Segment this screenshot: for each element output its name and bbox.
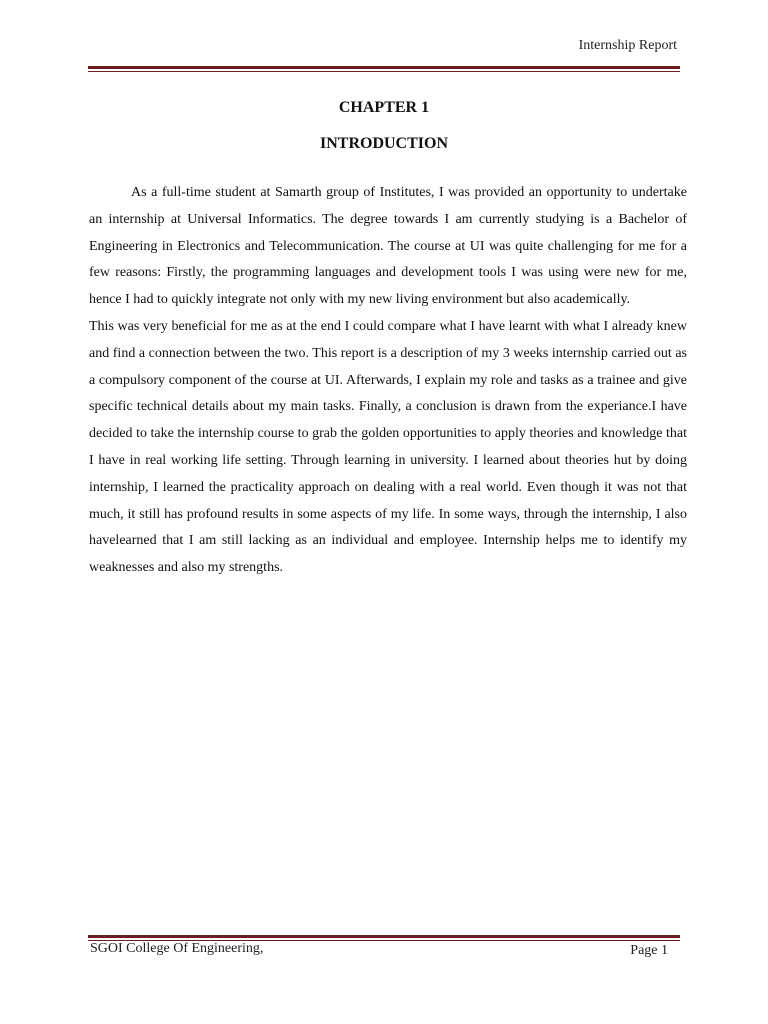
- paragraph-intro: As a full-time student at Samarth group of Institutes, I was provided an opportunity to undertake an internship at Universal Informatics. The degree towards I am currently studying is a Bachelor of Engineering in Electronics and Telecommunication. The course at UI was quite challenging for me for a few reasons: Firstly, the programming languages and development tools I was using were new for me, hence I had to quickly integrate not only with my new living environment but also academically.: [89, 185, 687, 308]
- header-rule-thick: [88, 66, 680, 69]
- body-text: [89, 180, 687, 582]
- footer-rule-thick: [88, 935, 680, 938]
- header-rule-thin: [88, 71, 680, 72]
- chapter-title: INTRODUCTION: [319, 135, 448, 152]
- footer-institution: SGOI College Of Engineering,: [90, 941, 264, 956]
- running-header: Internship Report: [578, 38, 677, 53]
- header-rule: [88, 66, 680, 72]
- chapter-number: CHAPTER 1: [338, 99, 430, 116]
- paragraph-main: This was very beneficial for me as at the end I could compare what I have learnt with what I already knew and find a connection between the two. This report is a description of my 3 weeks internship carried out as a compulsory component of the course at UI. Afterwards, I explain my role and tasks as a trainee and give specific technical details about my main tasks. Finally, a conclusion is drawn from the experiance.I have decided to take the internship course to grab the golden opportunities to apply theories and knowledge that I have in real working life setting. Through learning in university. I learned about theories hut by doing internship, I learned the practicality approach on dealing with a real world. Even though it was not that much, it still has profound results in some aspects of my life. In some ways, through the internship, I also havelearned that I am still lacking as an individual and employee. Internship helps me to identify my weaknesses and also my strengths.: [89, 318, 687, 576]
- page-number: Page 1: [630, 943, 668, 958]
